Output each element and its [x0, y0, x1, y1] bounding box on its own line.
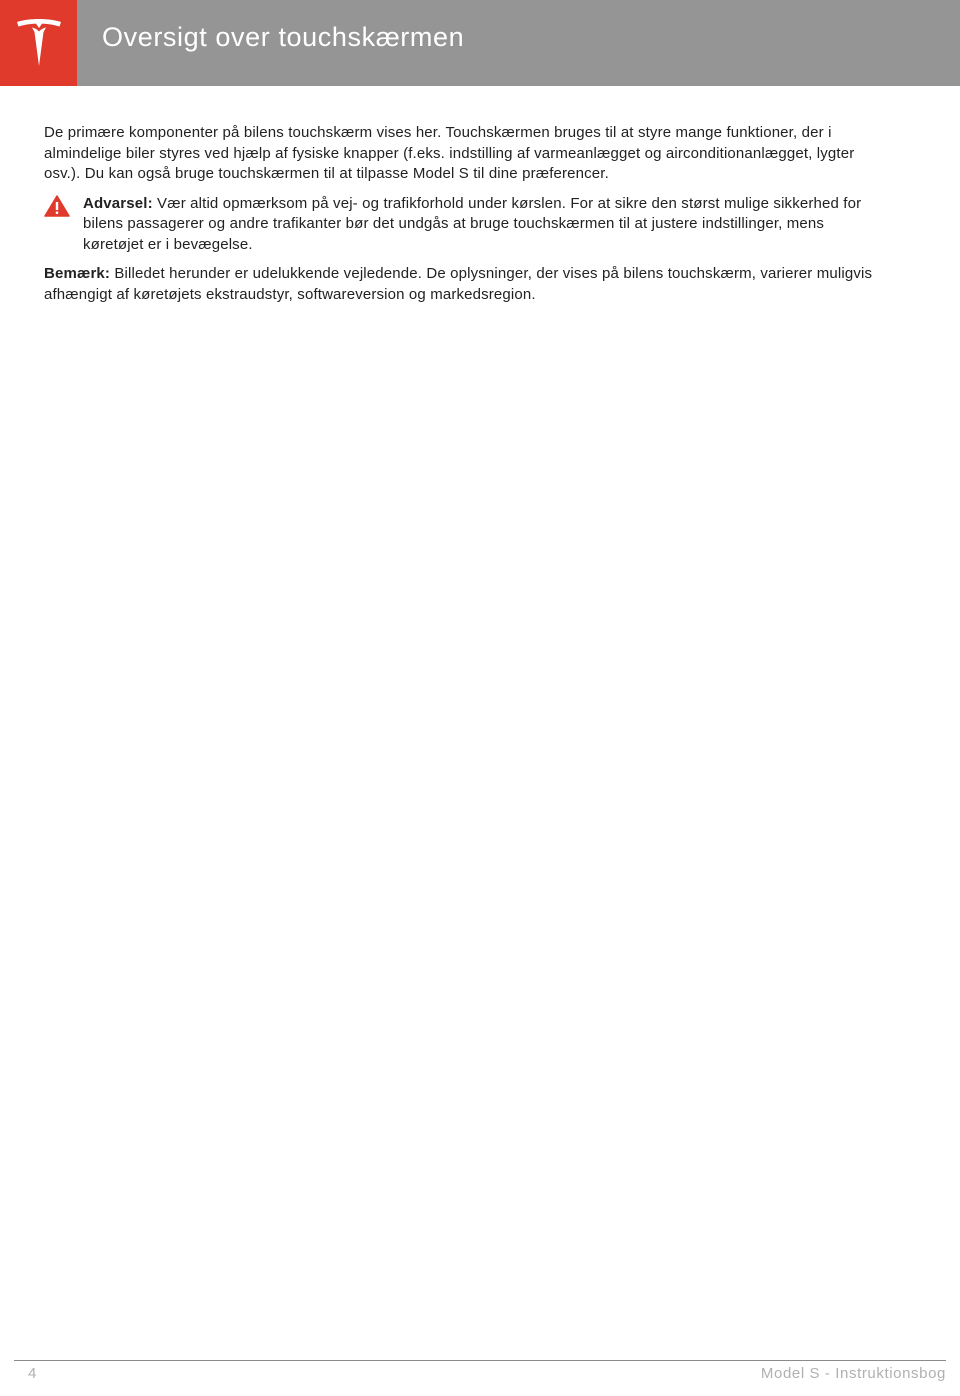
note-block	[44, 264, 874, 305]
note-text: Billedet herunder er udelukkende vejledende. De oplysninger, der vises på bilens touchskærm, varierer muligvis afhængigt af køretøjets ekstraudstyr, softwareversion og markedsregion.	[44, 265, 873, 303]
main-content	[44, 123, 874, 305]
warning-triangle-icon	[44, 195, 70, 217]
warning-label: Advarsel:	[83, 194, 153, 212]
warning-block	[44, 194, 874, 256]
page-number: 4	[28, 1365, 37, 1382]
page-header	[0, 0, 960, 86]
footer-divider	[14, 1360, 946, 1361]
manual-name: Model S - Instruktionsbog	[760, 1365, 946, 1382]
note-label: Bemærk:	[44, 265, 111, 282]
tesla-logo-icon	[15, 18, 63, 68]
intro-paragraph: De primære komponenter på bilens touchskærm vises her. Touchskærmen bruges til at styre mange funktioner, der i almindelige biler styres ved hjælp af fysiske knapper (f.eks. indstilling af varmeanlægget og airconditionanlægget, lygter osv.). Du kan også bruge touchskærmen til at tilpasse Model S til dine præferencer.	[44, 124, 855, 182]
logo-box	[0, 0, 77, 86]
warning-text: Vær altid opmærksom på vej- og trafikforhold under kørslen. For at sikre den størst mulige sikkerhed for bilens passagerer og andre trafikanter bør det undgås at bruge touchskærmen til at justere indstillinger, mens køretøjet er i bevægelse.	[83, 194, 862, 253]
page-title: Oversigt over touchskærmen	[102, 22, 465, 52]
